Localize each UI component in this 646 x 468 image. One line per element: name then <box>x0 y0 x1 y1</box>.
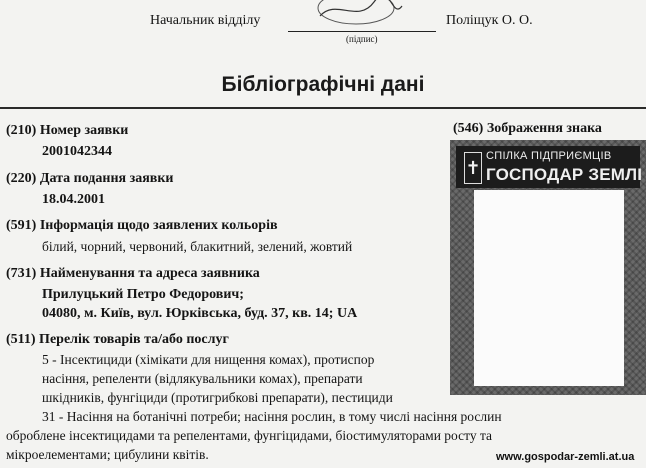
goods-line: 31 - Насіння на ботанічні потреби; насіння рослин, в тому числі насіння рослин <box>42 409 502 424</box>
watermark: www.gospodar-zemli.at.ua <box>496 451 635 463</box>
applicant-address: 04080, м. Київ, вул. Юрківська, буд. 37, кв. 14; UA <box>42 306 358 321</box>
application-number-label: (210) Номер заявки <box>6 123 129 138</box>
signature-scribble-icon <box>296 0 416 38</box>
trademark-line2: ГОСПОДАР ЗЕМЛІ <box>486 165 643 184</box>
trademark-banner <box>456 146 643 188</box>
signature-position: Начальник відділу <box>150 13 261 28</box>
application-number-value: 2001042344 <box>42 144 112 159</box>
filing-date-value: 18.04.2001 <box>42 192 105 207</box>
applicant-label: (731) Найменування та адреса заявника <box>6 266 260 281</box>
goods-line: насіння, репеленти (відлякувальники комах), препарати <box>42 371 363 386</box>
goods-line: 5 - Інсектициди (хімікати для нищення комах), протиспор <box>42 352 375 367</box>
colors-label: (591) Інформація щодо заявлених кольорів <box>6 218 278 233</box>
trademark-label: (546) Зображення знака <box>453 121 602 136</box>
page-title: Бібліографічні дані <box>221 73 425 96</box>
goods-label: (511) Перелік товарів та/або послуг <box>6 332 229 347</box>
cross-icon: ✝ <box>464 152 482 184</box>
title-divider <box>0 107 646 109</box>
goods-line: шкідників, фунгіциди (протигрибкові препарати), пестициди <box>42 390 393 405</box>
goods-line: мікроелементами; цибулини квітів. <box>6 447 209 462</box>
signature-name: Поліщук О. О. <box>446 13 533 28</box>
trademark-line1: СПІЛКА ПІДПРИЄМЦІВ <box>486 150 612 162</box>
applicant-name: Прилуцький Петро Федорович; <box>42 287 244 302</box>
trademark-blank-area <box>474 190 624 386</box>
colors-value: білий, чорний, червоний, блакитний, зелений, жовтий <box>42 239 353 254</box>
filing-date-label: (220) Дата подання заявки <box>6 171 174 186</box>
signature-caption: (підпис) <box>346 34 378 44</box>
goods-line: оброблене інсектицидами та репелентами, фунгіцидами, біостимуляторами росту та <box>6 428 493 443</box>
